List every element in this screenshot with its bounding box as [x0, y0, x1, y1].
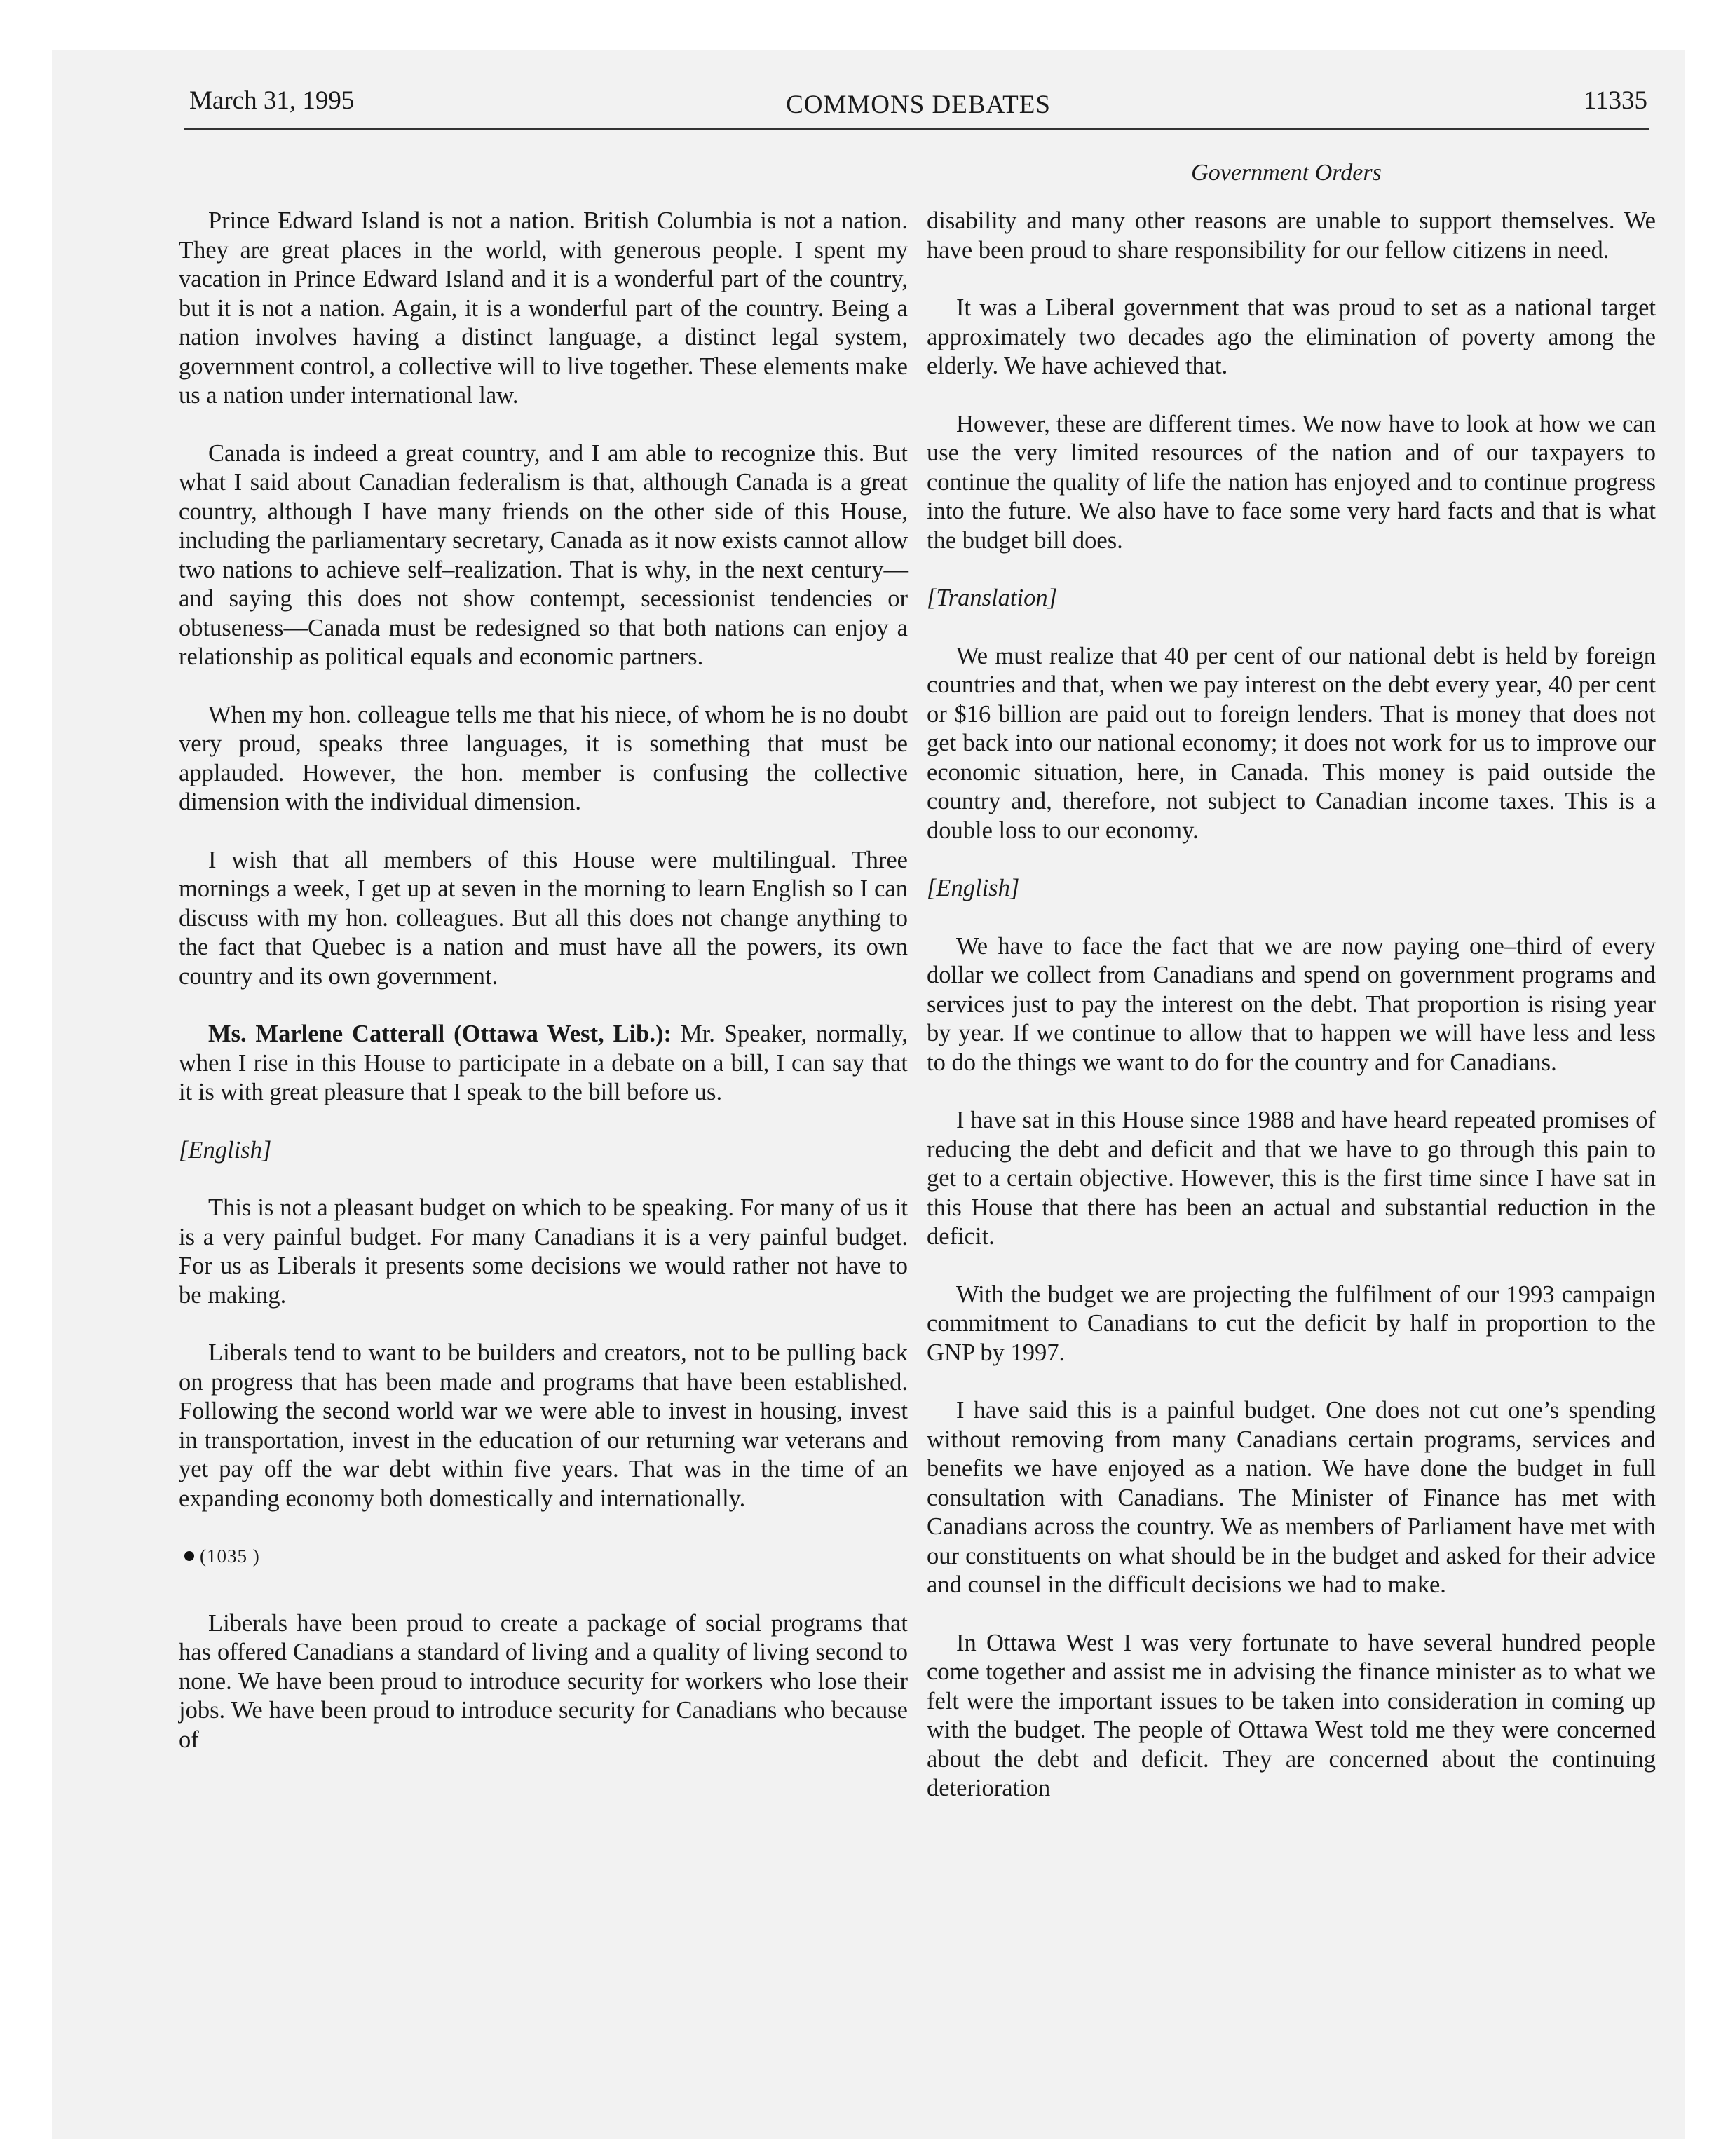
section-label: Government Orders — [1191, 160, 1382, 186]
paragraph: When my hon. colleague tells me that his niece, of whom he is no doubt very proud, speaks three languages, it is something that must be applauded. However, the hon. member is confusing the collective dimension with the individual dimension. — [179, 701, 908, 815]
paragraph: Canada is indeed a great country, and I am able to recognize this. But what I said about Canadian federalism is that, although Canada is a great country, although I have many friends on the other side of this House, including the parliamentary secretary, Canada as it now exists cannot allow two nations to achieve self–realization. That is why, in the next century—and saying this does not show contempt, secessionist tendencies or obtuseness—Canada must be redesigned so that both nations can enjoy a relationship as political equals and economic partners. — [179, 439, 908, 670]
speech-text: Mr. Speaker, normally, when I rise in this House to participate in a debate on a bill, I can say that it is with great pleasure that I speak to the bill before us. — [179, 1021, 909, 1105]
left-column — [179, 207, 908, 1783]
speaker-name: Ms. Marlene Catterall (Ottawa West, Lib.): — [208, 1021, 672, 1047]
right-column — [927, 207, 1656, 1832]
paragraph: Prince Edward Island is not a nation. British Columbia is not a nation. They are great places in the world, with generous people. I spent my vacation in Prince Edward Island and it is a wonderful part of the country, but it is not a nation. Again, it is a wonderful part of the country. Being a nation involves having a distinct language, a distinct legal system, government control, a collective will to live together. These elements make us a nation under international law. — [179, 207, 908, 409]
paragraph: I have sat in this House since 1988 and have heard repeated promises of reducing the debt and deficit and that we have to go through this pain to get to a certain objective. However, this is the first time since I have sat in this House that there has been an actual and substantial reduction in the deficit. — [927, 1107, 1656, 1250]
paragraph: However, these are different times. We now have to look at how we can use the very limited resources of the nation and of our taxpayers to continue the quality of life the nation has enjoyed and to continue progress into the future. We also have to face some very hard facts and that is what the budget bill does. — [927, 410, 1656, 554]
time-marker-text: (1035 ) — [200, 1546, 260, 1567]
time-marker — [184, 1542, 908, 1571]
running-header — [189, 83, 1647, 132]
language-tag: [English] — [927, 875, 1020, 901]
paragraph: This is not a pleasant budget on which to be speaking. For many of us it is a very painful budget. For many Canadians it is a very painful budget. For us as Liberals it presents some decisions we would rather not have to be making. — [179, 1194, 908, 1309]
paragraph: We have to face the fact that we are now paying one–third of every dollar we collect from Canadians and spend on government programs and services just to pay the interest on the debt. That proportion is rising year by year. If we continue to allow that to happen we will have less and less to do the things we want to do for the country and for Canadians. — [927, 932, 1656, 1076]
language-tag: [English] — [179, 1136, 272, 1164]
header-rule — [184, 128, 1649, 130]
paragraph: With the budget we are projecting the fulfilment of our 1993 campaign commitment to Canadians to cut the deficit by half in proportion to the GNP by 1997. — [927, 1281, 1656, 1366]
header-journal-title: COMMONS DEBATES — [786, 90, 1051, 119]
paragraph: Liberals have been proud to create a package of social programs that has offered Canadians a standard of living and a quality of living second to none. We have been proud to introduce security for workers who lose their jobs. We have been proud to introduce security for Canadians who because of — [179, 1609, 908, 1753]
paragraph: We must realize that 40 per cent of our national debt is held by foreign countries and that, when we pay interest on the debt every year, 40 per cent or $16 billion are paid out to foreign lenders. That is money that does not get back into our national economy; it does not work for us to improve our economic situation, here, in Canada. This money is paid outside the country and, therefore, not subject to Canadian income taxes. This is a double loss to our economy. — [927, 642, 1656, 844]
bullet-icon — [184, 1551, 194, 1561]
paragraph: I have said this is a painful budget. One does not cut one’s spending without removing from many Canadians certain programs, services and benefits we have enjoyed as a nation. We have done the budget in full consultation with Canadians. The Minister of Finance has met with Canadians across the country. We as members of Parliament have met with our constituents on what should be in the budget and asked for their advice and counsel in the difficult decisions we had to make. — [927, 1397, 1656, 1598]
paragraph: Liberals tend to want to be builders and creators, not to be pulling back on progress that has been made and programs that have been established. Following the second world war we were able to invest in housing, invest in transportation, invest in the education of our returning war veterans and yet pay off the war debt within five years. That was in the time of an expanding economy both domestically and internationally. — [179, 1339, 908, 1512]
paragraph: In Ottawa West I was very fortunate to have several hundred people come together and assist me in advising the finance minister as to what we felt were the important issues to be taken into consideration in coming up with the budget. The people of Ottawa West told me they were concerned about the debt and deficit. They are concerned about the continuing deterioration — [927, 1629, 1656, 1801]
paragraph: I wish that all members of this House were multilingual. Three mornings a week, I get up at seven in the morning to learn English so I can discuss with my hon. colleagues. But all this does not change anything to the fact that Quebec is a nation and must have all the powers, its own country and its own government. — [179, 846, 908, 990]
header-date: March 31, 1995 — [189, 86, 355, 115]
paragraph-continued: disability and many other reasons are unable to support themselves. We have been proud to share responsibility for our fellow citizens in need. — [927, 207, 1656, 264]
paragraph: It was a Liberal government that was proud to set as a national target approximately two decades ago the elimination of poverty among the elderly. We have achieved that. — [927, 294, 1656, 379]
header-page-number: 11335 — [1583, 86, 1647, 115]
language-tag: [Translation] — [927, 585, 1057, 611]
speech-opening — [179, 1020, 908, 1107]
